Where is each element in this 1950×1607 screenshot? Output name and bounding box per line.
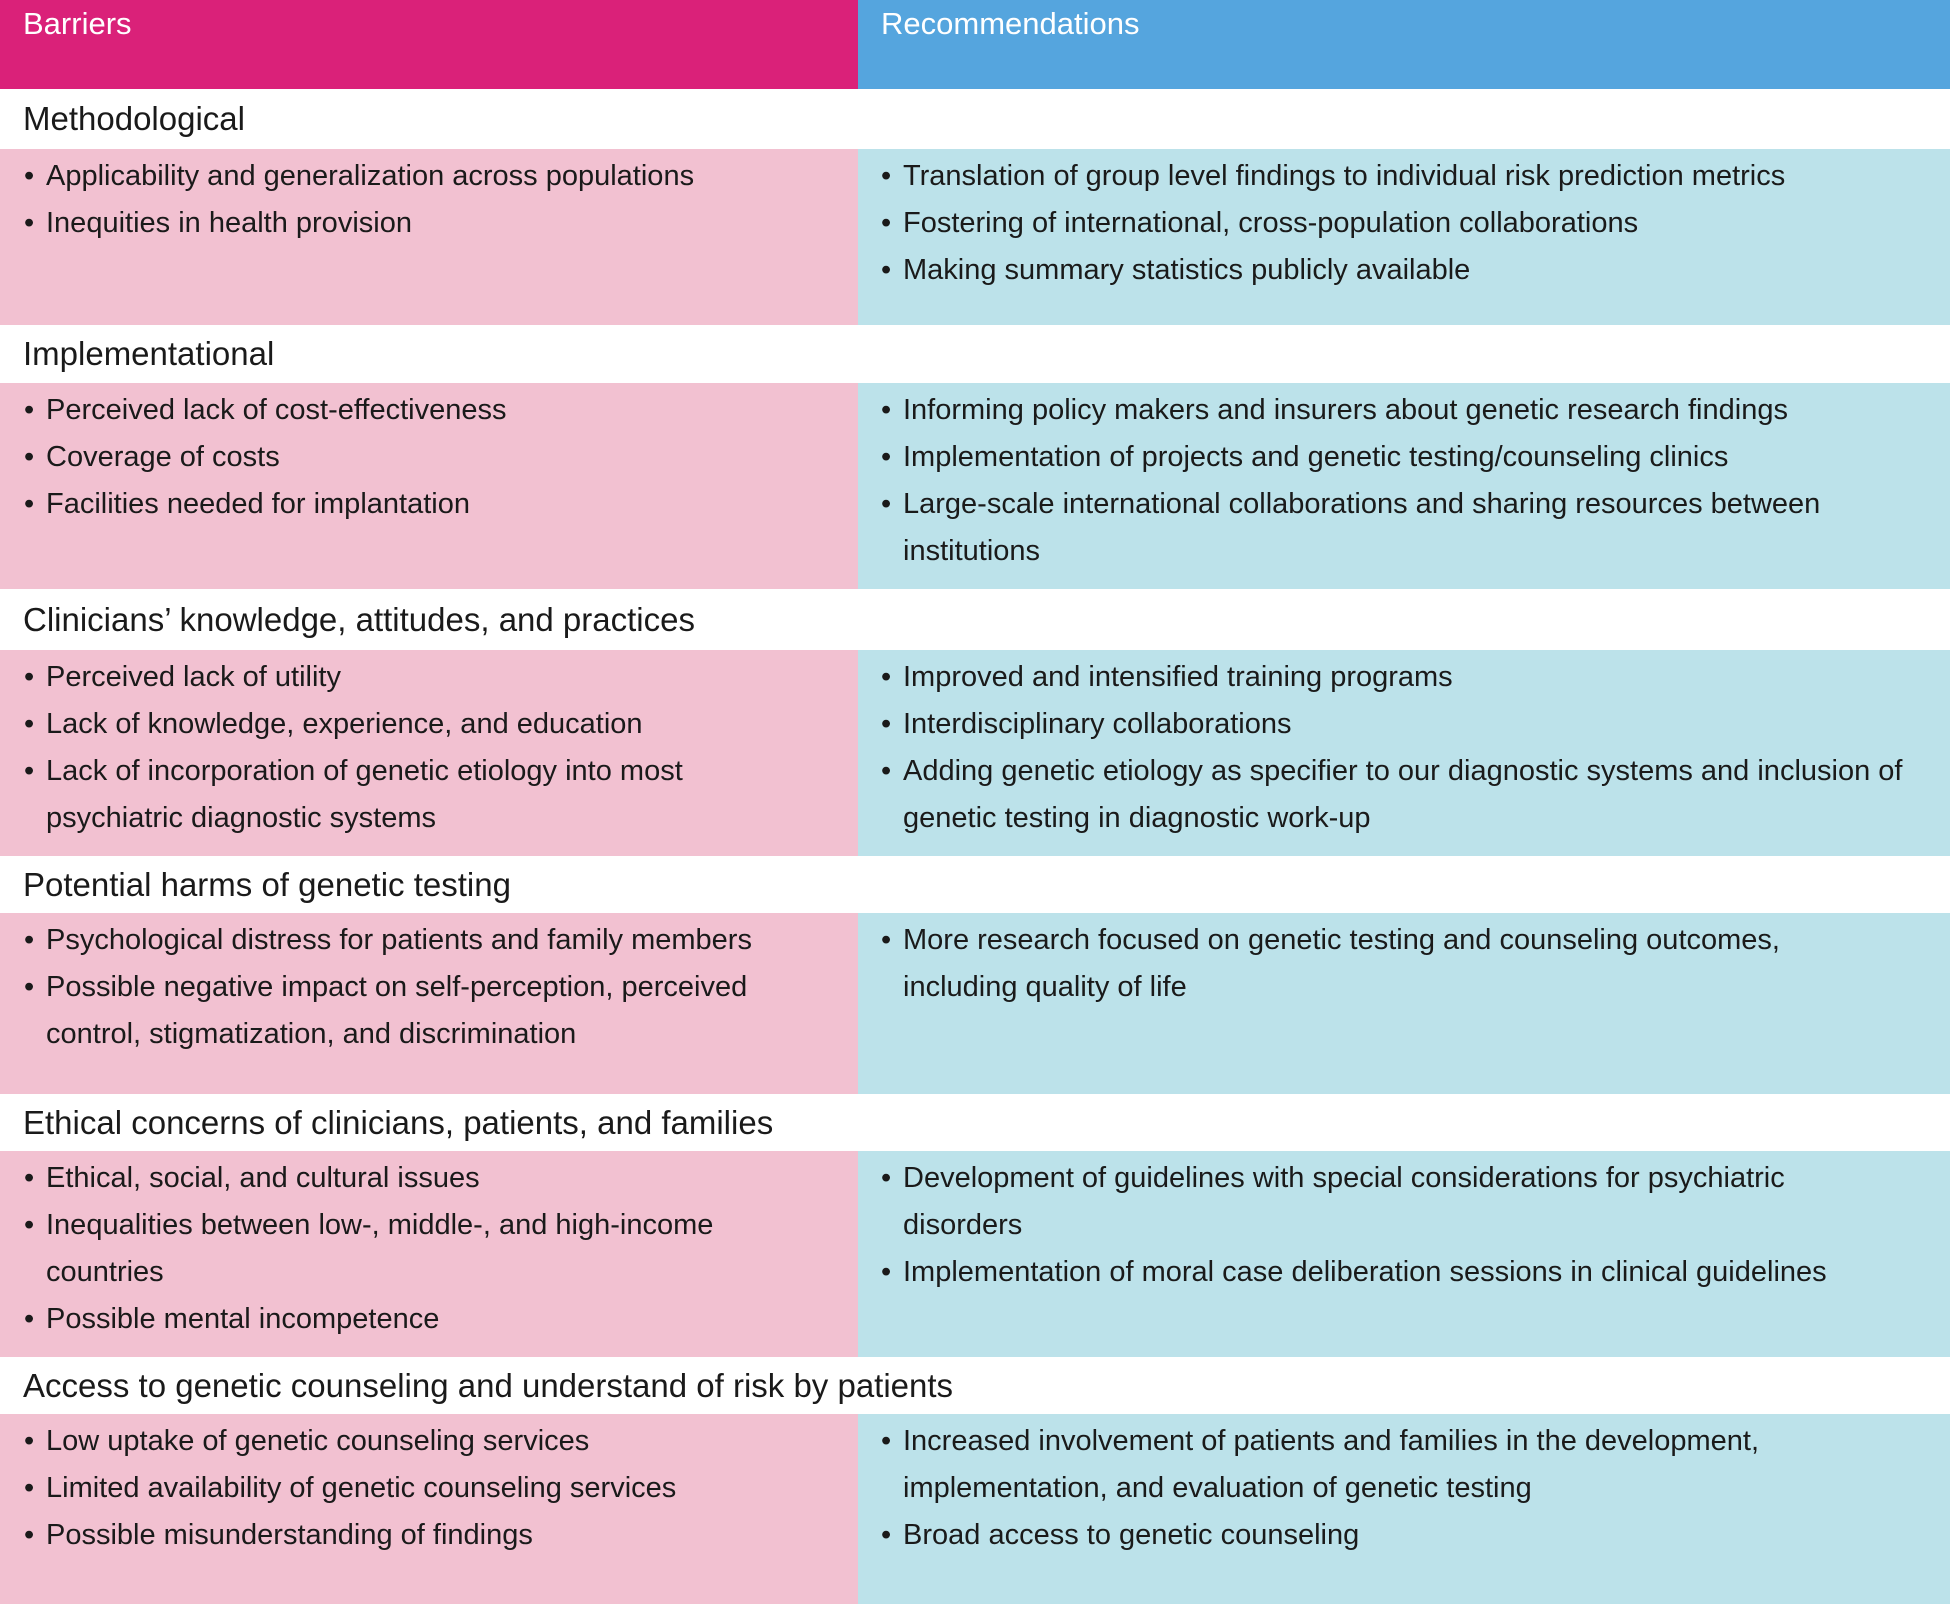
category-heading: Clinicians’ knowledge, attitudes, and practices (0, 589, 1950, 650)
header-recommendations: Recommendations (858, 0, 1950, 89)
recommendations-cell (858, 1414, 1950, 1604)
barrier-item: • Low uptake of genetic counseling services (0, 1418, 858, 1465)
recommendation-item: • More research focused on genetic testing and counseling outcomes, including quality of life (858, 917, 1850, 1011)
barrier-item: • Lack of knowledge, experience, and education (0, 701, 768, 748)
recommendation-item: • Implementation of projects and genetic testing/counseling clinics (858, 434, 1890, 481)
category-heading: Potential harms of genetic testing (0, 856, 1950, 913)
category-heading: Methodological (0, 89, 1950, 149)
category-heading: Implementational (0, 325, 1950, 383)
recommendations-cell (858, 149, 1950, 325)
barrier-item: • Perceived lack of cost-effectiveness (0, 387, 858, 434)
recommendation-item: • Increased involvement of patients and families in the development, implementation, and evaluation of genetic testing (858, 1418, 1830, 1512)
barrier-item: • Applicability and generalization across populations (0, 153, 858, 200)
recommendation-item: • Making summary statistics publicly available (858, 247, 1950, 294)
recommendation-item: • Large-scale international collaborations and sharing resources between institutions (858, 481, 1890, 575)
category-heading: Access to genetic counseling and understand of risk by patients (0, 1357, 1950, 1414)
barrier-item: • Psychological distress for patients and family members (0, 917, 798, 964)
barriers-cell (0, 1151, 858, 1357)
barriers-cell (0, 650, 858, 856)
recommendation-item: • Adding genetic etiology as specifier to our diagnostic systems and inclusion of genetic testing in diagnostic work-up (858, 748, 1930, 842)
barrier-item: • Perceived lack of utility (0, 654, 768, 701)
recommendation-item: • Interdisciplinary collaborations (858, 701, 1930, 748)
barriers-cell (0, 1414, 858, 1604)
category-row (0, 650, 1950, 856)
barrier-item: • Limited availability of genetic counseling services (0, 1465, 858, 1512)
barriers-cell (0, 913, 858, 1094)
barrier-item: • Inequities in health provision (0, 200, 858, 247)
category-row (0, 149, 1950, 325)
recommendation-item: • Development of guidelines with special considerations for psychiatric disorders (858, 1155, 1870, 1249)
barrier-item: • Possible negative impact on self-perception, perceived control, stigmatization, and discrimination (0, 964, 798, 1058)
recommendation-item: • Fostering of international, cross-population collaborations (858, 200, 1950, 247)
barrier-item: • Possible misunderstanding of findings (0, 1512, 858, 1559)
category-row (0, 913, 1950, 1094)
barrier-item: • Facilities needed for implantation (0, 481, 858, 528)
recommendation-item: • Translation of group level findings to individual risk prediction metrics (858, 153, 1950, 200)
recommendations-cell (858, 913, 1950, 1094)
recommendation-item: • Broad access to genetic counseling (858, 1512, 1830, 1559)
recommendations-cell (858, 650, 1950, 856)
barrier-item: • Possible mental incompetence (0, 1296, 768, 1343)
recommendation-item: • Informing policy makers and insurers about genetic research findings (858, 387, 1890, 434)
category-row (0, 1151, 1950, 1357)
barrier-item: • Ethical, social, and cultural issues (0, 1155, 768, 1202)
barrier-item: • Coverage of costs (0, 434, 858, 481)
barrier-item: • Lack of incorporation of genetic etiology into most psychiatric diagnostic systems (0, 748, 768, 842)
category-row (0, 383, 1950, 589)
recommendations-cell (858, 383, 1950, 589)
recommendation-item: • Improved and intensified training programs (858, 654, 1930, 701)
barrier-item: • Inequalities between low-, middle-, and high-income countries (0, 1202, 768, 1296)
recommendation-item: • Implementation of moral case deliberation sessions in clinical guidelines (858, 1249, 1870, 1296)
category-row (0, 1414, 1950, 1604)
header-barriers: Barriers (0, 0, 858, 89)
recommendations-cell (858, 1151, 1950, 1357)
table-header (0, 0, 1950, 89)
barriers-cell (0, 149, 858, 325)
category-heading: Ethical concerns of clinicians, patients, and families (0, 1094, 1950, 1151)
barriers-cell (0, 383, 858, 589)
